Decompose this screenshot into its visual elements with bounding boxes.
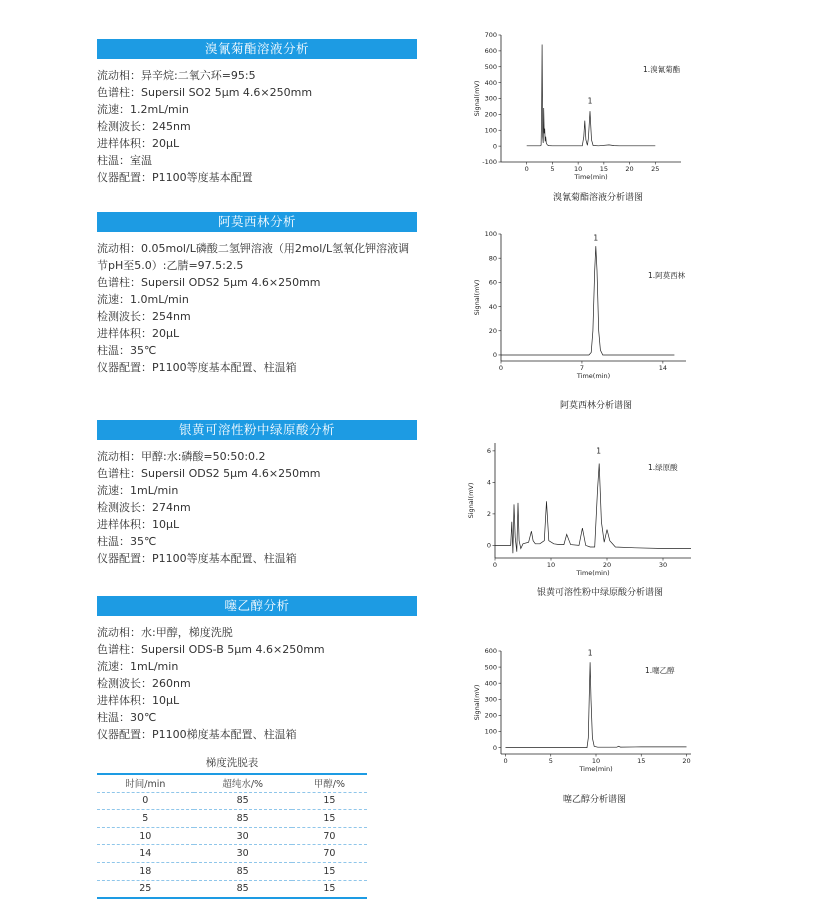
param-flow-rate: 流速：1.0mL/min	[97, 293, 189, 306]
param-column: 色谱柱：Supersil ODS2 5μm 4.6×250mm	[97, 467, 321, 480]
chart-caption: 阿莫西林分析谱图	[560, 401, 633, 411]
param-column: 色谱柱：Supersil ODS2 5μm 4.6×250mm	[97, 276, 321, 289]
chromatogram-svg	[465, 645, 700, 785]
chromatogram-deltamethrin	[465, 30, 695, 190]
table-row	[97, 845, 367, 863]
chromatogram-svg	[465, 30, 695, 190]
param-wavelength: 检测波长：245nm	[97, 120, 191, 133]
y-tick-label: 400	[484, 679, 497, 688]
x-axis-label: Time(min)	[576, 569, 610, 577]
y-tick-label: 0	[492, 351, 497, 360]
param-flow-rate: 流速：1.2mL/min	[97, 103, 189, 116]
y-tick-label: 0	[492, 142, 497, 151]
section-thiophene-ethanol	[97, 596, 417, 743]
param-column: 色谱柱：Supersil ODS-B 5μm 4.6×250mm	[97, 643, 325, 656]
y-axis-label: Signal(mV)	[473, 279, 481, 316]
legend-entry: 1.噻乙醇	[645, 666, 675, 675]
x-tick-label: 15	[637, 757, 646, 765]
y-tick-label: 700	[484, 31, 497, 40]
cell-methanol: 70	[292, 845, 367, 863]
param-column-temp: 柱温：30℃	[97, 711, 157, 724]
header-time: 时间/min	[97, 774, 194, 792]
x-tick-label: 0	[492, 561, 498, 569]
cell-methanol: 70	[292, 827, 367, 845]
y-tick-label: 4	[486, 478, 491, 487]
parameter-list	[97, 448, 417, 567]
param-wavelength: 检测波长：260nm	[97, 677, 191, 690]
legend-entry: 1.绿原酸	[648, 463, 678, 472]
series-line	[501, 246, 674, 355]
param-injection-volume: 进样体积：10μL	[97, 518, 180, 531]
x-tick-label: 5	[550, 165, 555, 173]
y-tick-label: 100	[484, 727, 497, 736]
param-flow-rate: 流速：1mL/min	[97, 660, 179, 673]
param-mobile-phase: 流动相：水:甲醇，梯度洗脱	[97, 626, 233, 639]
cell-methanol: 15	[292, 810, 367, 828]
legend-entry: 1.阿莫西林	[648, 271, 686, 280]
chromatogram-svg	[465, 228, 695, 393]
y-tick-label: 300	[484, 94, 497, 103]
section-title: 溴氰菊酯溶液分析	[97, 39, 417, 59]
parameter-list	[97, 624, 417, 743]
param-instrument: 仪器配置：P1100等度基本配置、柱温箱	[97, 552, 297, 565]
y-axis-label: Signal(mV)	[473, 80, 481, 117]
param-mobile-phase: 流动相：0.05mol/L磷酸二氢钾溶液（用2mol/L氢氧化钾溶液调节pH至5.0）:乙腈=97.5:2.5	[97, 242, 410, 272]
y-tick-label: 500	[484, 663, 497, 672]
section-title: 银黄可溶性粉中绿原酸分析	[97, 420, 417, 440]
y-axis-label: Signal(mV)	[473, 684, 481, 721]
y-tick-label: 0	[486, 541, 491, 550]
param-injection-volume: 进样体积：20μL	[97, 137, 180, 150]
param-injection-volume: 进样体积：20μL	[97, 327, 180, 340]
param-instrument: 仪器配置：P1100梯度基本配置、柱温箱	[97, 728, 297, 741]
cell-methanol: 15	[292, 792, 367, 810]
param-injection-volume: 进样体积：10μL	[97, 694, 180, 707]
chart-caption: 银黄可溶性粉中绿原酸分析谱图	[537, 588, 664, 598]
chart-caption: 噻乙醇分析谱图	[563, 795, 627, 805]
section-chlorogenic-acid	[97, 420, 417, 567]
x-axis-label: Time(min)	[574, 173, 608, 181]
cell-methanol: 15	[292, 880, 367, 898]
chromatogram-chlorogenic-acid	[465, 435, 700, 585]
y-tick-label: 20	[488, 326, 497, 335]
cell-time: 25	[97, 880, 194, 898]
cell-water: 85	[194, 792, 292, 810]
peak-label: 1	[587, 648, 593, 658]
param-column-temp: 柱温：35℃	[97, 535, 157, 548]
chromatogram-svg	[465, 435, 700, 585]
series-line	[495, 464, 691, 554]
param-wavelength: 检测波长：254nm	[97, 310, 191, 323]
x-tick-label: 14	[658, 364, 668, 372]
x-axis-label: Time(min)	[579, 765, 613, 773]
x-tick-label: 5	[548, 757, 553, 765]
cell-water: 85	[194, 810, 292, 828]
param-flow-rate: 流速：1mL/min	[97, 484, 179, 497]
cell-time: 0	[97, 792, 194, 810]
y-axis-label: Signal(mV)	[467, 482, 475, 519]
y-tick-label: 200	[484, 110, 497, 119]
x-tick-label: 20	[602, 561, 612, 569]
y-tick-label: 100	[484, 126, 497, 135]
series-line	[527, 45, 656, 146]
section-amoxicillin	[97, 212, 417, 376]
table-header-row	[97, 774, 367, 792]
param-wavelength: 检测波长：274nm	[97, 501, 191, 514]
x-tick-label: 10	[574, 165, 583, 173]
gradient-table	[97, 773, 367, 899]
x-tick-label: 20	[625, 165, 634, 173]
y-tick-label: 80	[488, 254, 497, 263]
param-instrument: 仪器配置：P1100等度基本配置	[97, 171, 253, 184]
y-tick-label: 60	[488, 278, 497, 287]
x-tick-label: 20	[682, 757, 691, 765]
section-title: 阿莫西林分析	[97, 212, 417, 232]
x-tick-label: 0	[503, 757, 508, 765]
table-row	[97, 810, 367, 828]
param-column-temp: 柱温：35℃	[97, 344, 157, 357]
y-tick-label: 2	[486, 510, 491, 519]
cell-time: 18	[97, 862, 194, 880]
y-tick-label: 600	[484, 47, 497, 56]
cell-water: 85	[194, 862, 292, 880]
x-tick-label: 0	[498, 364, 504, 372]
x-tick-label: 15	[599, 165, 608, 173]
y-tick-label: -100	[482, 158, 497, 167]
cell-time: 14	[97, 845, 194, 863]
y-tick-label: 300	[484, 695, 497, 704]
x-tick-label: 10	[591, 757, 601, 765]
legend-entry: 1.溴氰菊酯	[643, 65, 681, 74]
cell-time: 5	[97, 810, 194, 828]
param-mobile-phase: 流动相：异辛烷:二氧六环=95:5	[97, 69, 256, 82]
header-methanol: 甲醇/%	[292, 774, 367, 792]
x-tick-label: 10	[546, 561, 556, 569]
x-tick-label: 7	[579, 364, 585, 372]
x-tick-label: 30	[658, 561, 668, 569]
param-column-temp: 柱温：室温	[97, 154, 152, 167]
y-tick-label: 0	[492, 743, 497, 752]
x-tick-label: 25	[651, 165, 660, 173]
x-axis-label: Time(min)	[576, 372, 611, 380]
gradient-table-title: 梯度洗脱表	[205, 757, 259, 769]
cell-water: 85	[194, 880, 292, 898]
cell-water: 30	[194, 827, 292, 845]
y-tick-label: 100	[484, 230, 497, 239]
peak-label: 1	[593, 233, 599, 243]
cell-time: 10	[97, 827, 194, 845]
chromatogram-thiophene-ethanol	[465, 645, 700, 785]
y-tick-label: 500	[484, 62, 497, 71]
table-row	[97, 862, 367, 880]
y-tick-label: 40	[488, 302, 497, 311]
parameter-list	[97, 240, 417, 376]
param-mobile-phase: 流动相：甲醇:水:磷酸=50:50:0.2	[97, 450, 266, 463]
peak-label: 1	[596, 446, 601, 456]
cell-methanol: 15	[292, 862, 367, 880]
y-tick-label: 600	[484, 647, 497, 656]
parameter-list	[97, 67, 417, 186]
table-row	[97, 827, 367, 845]
table-row	[97, 792, 367, 810]
header-water: 超纯水/%	[194, 774, 292, 792]
cell-water: 30	[194, 845, 292, 863]
x-tick-label: 0	[524, 165, 529, 173]
y-tick-label: 400	[484, 78, 497, 87]
y-tick-label: 6	[486, 447, 491, 456]
y-tick-label: 200	[484, 711, 497, 720]
section-title: 噻乙醇分析	[97, 596, 417, 616]
chromatogram-amoxicillin	[465, 228, 695, 393]
peak-label: 1	[587, 96, 593, 106]
param-column: 色谱柱：Supersil SO2 5μm 4.6×250mm	[97, 86, 313, 99]
chart-caption: 溴氰菊酯溶液分析谱图	[553, 193, 644, 203]
table-row	[97, 880, 367, 898]
param-instrument: 仪器配置：P1100等度基本配置、柱温箱	[97, 361, 297, 374]
section-deltamethrin	[97, 39, 417, 186]
series-line	[506, 662, 687, 747]
